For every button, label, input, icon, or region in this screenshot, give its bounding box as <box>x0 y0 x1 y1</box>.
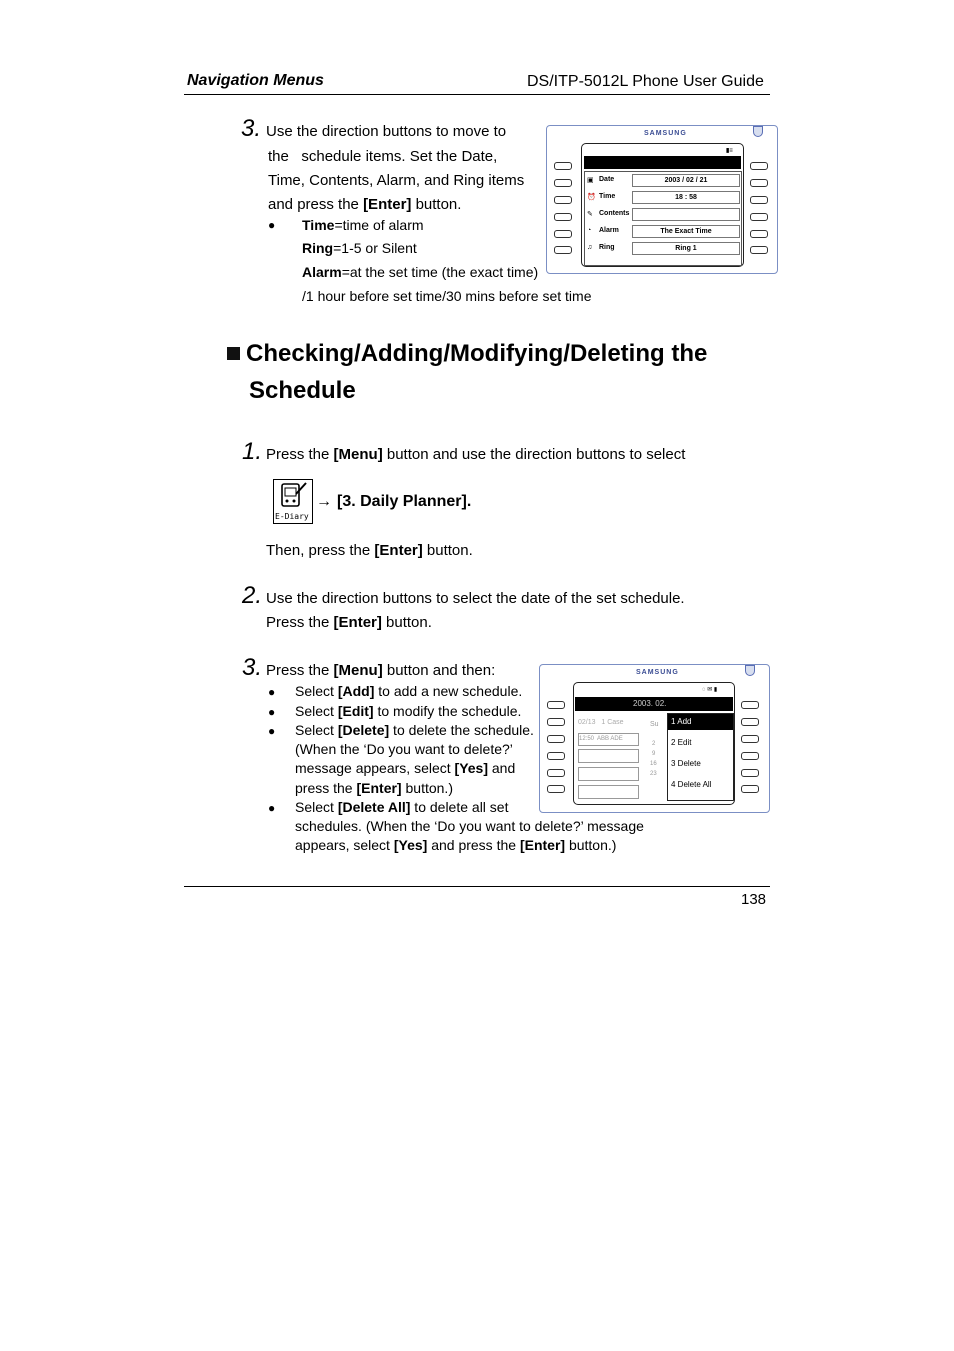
status-icon: ◌ ✉ ▮ <box>702 687 718 693</box>
status-icon: ▮≡ <box>726 148 733 154</box>
phone-screen-illustration <box>546 125 778 274</box>
soft-key <box>750 230 768 238</box>
step-number: 2. <box>242 582 263 609</box>
soft-key <box>547 785 565 793</box>
lcd-screen <box>581 143 744 267</box>
form-label-ring: Ring <box>599 244 615 251</box>
options-menu <box>667 713 734 801</box>
soft-key <box>554 230 572 238</box>
form-label-date: Date <box>599 176 615 183</box>
alarm-definition: Alarm=at the set time (the exact time) <box>302 264 539 280</box>
brand-logo: SAMSUNG <box>644 130 687 137</box>
form-label-contents: Contents <box>599 210 630 217</box>
soft-key <box>547 769 565 777</box>
step-text-line: Use the direction buttons to move to <box>266 123 507 140</box>
form-area <box>584 171 742 266</box>
step-number: 1. <box>242 438 263 465</box>
soft-key <box>741 701 759 709</box>
guide-title: DS/ITP-5012L Phone User Guide <box>527 73 764 90</box>
calendar-day: 16 <box>650 761 657 767</box>
bullet: ● <box>268 218 276 232</box>
section-title: Checking/Adding/Modifying/Deleting the <box>227 339 707 369</box>
e-diary-label: E-Diary <box>275 512 309 521</box>
soft-key <box>741 752 759 760</box>
soft-key <box>547 752 565 760</box>
bullet-delete-cont: (When the ‘Do you want to delete?’ <box>295 741 513 757</box>
entry-slot <box>578 767 639 781</box>
form-value-ring: Ring 1 <box>632 242 740 255</box>
alarm-definition-cont: /1 hour before set time/30 mins before set time <box>302 288 592 304</box>
menu-target: [3. Daily Planner]. <box>337 493 472 510</box>
step-text-line: Press the [Menu] button and use the direction buttons to select <box>266 446 686 463</box>
bullet-delete-cont: message appears, select [Yes] and <box>295 760 516 776</box>
square-bullet-icon <box>227 347 240 360</box>
step-number: 3. <box>241 115 262 142</box>
step-text-line: the schedule items. Set the Date, <box>268 148 498 165</box>
step-text-line: Press the [Menu] button and then: <box>266 662 496 679</box>
soft-key <box>741 769 759 777</box>
footer-rule <box>184 886 770 887</box>
section-title-cont: Schedule <box>249 377 356 404</box>
clock-icon: ⏰ <box>587 194 596 201</box>
menu-item-delete[interactable]: 3 Delete <box>671 759 701 768</box>
soft-key <box>547 701 565 709</box>
arrow-icon: → <box>316 493 332 510</box>
day-label: Su <box>650 721 659 728</box>
lcd-screen <box>573 682 735 805</box>
bullet-delete-all-cont: schedules. (When the ‘Do you want to delete?’ message <box>295 818 644 834</box>
step-text-line: and press the [Enter] button. <box>268 196 462 213</box>
indicator-icon <box>753 126 763 137</box>
step-text-line: Use the direction buttons to select the date of the set schedule. <box>266 590 685 607</box>
e-diary-icon <box>273 479 313 524</box>
form-label-time: Time <box>599 193 616 200</box>
page-number: 138 <box>741 891 767 908</box>
time-definition: Time=time of alarm <box>302 217 424 233</box>
soft-key <box>750 179 768 187</box>
date-icon: ▣ <box>587 177 594 184</box>
soft-key <box>741 718 759 726</box>
title-bar <box>584 156 741 169</box>
pencil-icon: ✎ <box>587 211 593 218</box>
soft-key <box>554 179 572 187</box>
indicator-icon <box>745 665 755 676</box>
menu-item-delete-all[interactable]: 4 Delete All <box>671 780 712 789</box>
form-value-date: 2003 / 02 / 21 <box>632 174 740 187</box>
soft-key <box>554 196 572 204</box>
brand-logo: SAMSUNG <box>636 669 679 676</box>
step-text-line: Press the [Enter] button. <box>266 614 432 631</box>
calendar-day: 2 <box>652 741 656 747</box>
header-rule <box>184 94 770 95</box>
bullet: ● <box>268 801 276 815</box>
bullet-delete-all: Select [Delete All] to delete all set <box>295 799 509 815</box>
form-value-contents <box>632 208 740 221</box>
bullet: ● <box>268 705 276 719</box>
ring-definition: Ring=1-5 or Silent <box>302 240 417 256</box>
bullet: ● <box>268 685 276 699</box>
section-header: Navigation Menus <box>187 72 324 89</box>
calendar-day: 9 <box>652 751 656 757</box>
alarm-icon: ◔ <box>587 227 592 234</box>
bullet-delete: Select [Delete] to delete the schedule. <box>295 722 534 738</box>
step-number: 3. <box>242 654 263 681</box>
soft-key <box>741 785 759 793</box>
soft-key <box>750 162 768 170</box>
menu-item-add[interactable]: 1 Add <box>668 714 733 730</box>
step-text-line: Time, Contents, Alarm, and Ring items <box>268 172 525 189</box>
soft-key <box>547 718 565 726</box>
step-text-line: Then, press the [Enter] button. <box>266 542 473 559</box>
bullet-edit: Select [Edit] to modify the schedule. <box>295 703 522 719</box>
calendar-header: 2003. 02. <box>575 697 733 711</box>
soft-key <box>554 162 572 170</box>
menu-item-edit[interactable]: 2 Edit <box>671 738 692 747</box>
soft-key <box>750 246 768 254</box>
form-value-alarm: The Exact Time <box>632 225 740 238</box>
bullet-delete-cont: press the [Enter] button.) <box>295 780 453 796</box>
soft-key <box>554 213 572 221</box>
entry-slot <box>578 785 639 799</box>
form-label-alarm: Alarm <box>599 227 619 234</box>
soft-key <box>750 196 768 204</box>
soft-key <box>547 735 565 743</box>
bullet: ● <box>268 724 276 738</box>
form-value-time: 18 : 58 <box>632 191 740 204</box>
soft-key <box>741 735 759 743</box>
entry-time: 12:50 ABB ADE <box>578 733 639 746</box>
soft-key <box>750 213 768 221</box>
calendar-day: 23 <box>650 771 657 777</box>
soft-key <box>554 246 572 254</box>
music-note-icon: ♫ <box>587 244 593 251</box>
bullet-add: Select [Add] to add a new schedule. <box>295 683 523 699</box>
bullet-delete-all-cont: appears, select [Yes] and press the [Enter] button.) <box>295 837 617 853</box>
entry-slot <box>578 749 639 763</box>
phone-screen-illustration <box>539 664 770 813</box>
entry-date: 02/13 1 Case <box>578 719 624 726</box>
